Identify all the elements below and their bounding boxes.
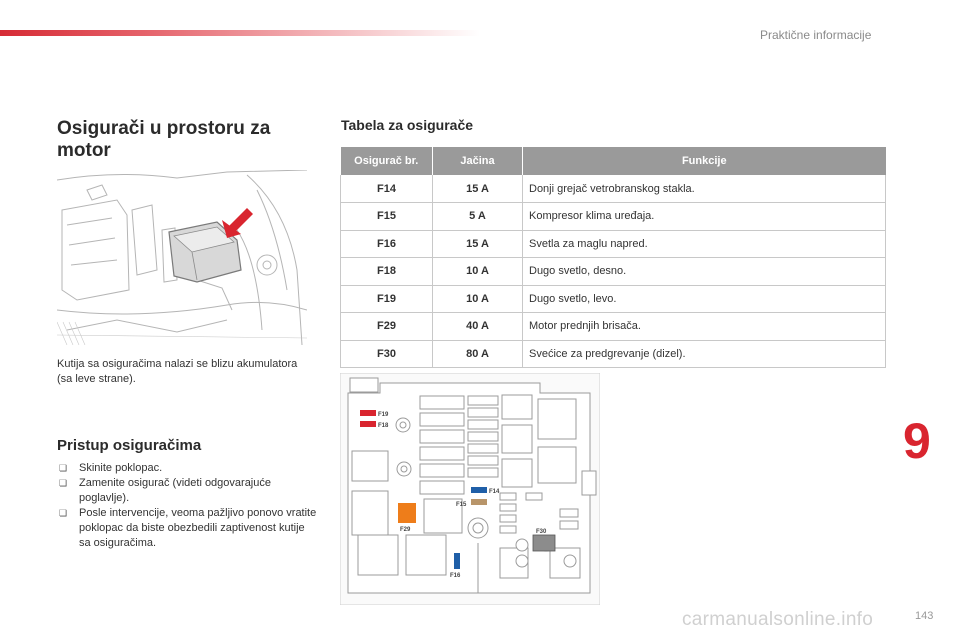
engine-bay-illustration [57,170,307,345]
list-item: ❏ Zamenite osigurač (videti odgovarajuće poglavlje). [59,477,271,504]
table-row [341,340,886,368]
section-subtitle: Pristup osiguračima [57,437,202,454]
fuse-cell: F14 [341,175,433,203]
function-cell: Kompresor klima uređaja. [523,203,886,231]
fuse-cell: F15 [341,203,433,231]
svg-text:F15: F15 [456,502,467,508]
table-row [341,230,886,258]
table-row [341,203,886,231]
table-row [341,285,886,313]
rating-cell: 10 A [433,258,523,286]
function-cell: Motor prednjih brisača. [523,313,886,341]
column-header: Funkcije [523,147,886,175]
table-row [341,313,886,341]
watermark: carmanualsonline.info [682,609,874,630]
list-item: ❏ Posle intervencije, veoma pažljivo ponovo vratite poklopac da biste obezbedili zaptivenost kutije sa osiguračima. [59,507,317,549]
checkbox-bullet-icon: ❏ [59,508,68,518]
fuse-box-diagram [340,373,600,605]
header-accent-bar [0,30,480,36]
chapter-number: 9 [903,413,931,469]
function-cell: Dugo svetlo, levo. [523,285,886,313]
function-cell: Donji grejač vetrobranskog stakla. [523,175,886,203]
section-title: Praktične informacije [760,28,872,42]
steps-list [57,461,317,551]
list-item: ❏ Skinite poklopac. [59,462,163,474]
svg-text:F18: F18 [378,423,389,429]
fuse-cell: F30 [341,340,433,368]
svg-text:F30: F30 [536,529,547,535]
column-header: Osigurač br. [341,147,433,175]
svg-text:F19: F19 [378,412,389,418]
function-cell: Svetla za maglu napred. [523,230,886,258]
function-cell: Dugo svetlo, desno. [523,258,886,286]
svg-text:F14: F14 [489,489,500,495]
image-caption: Kutija sa osiguračima nalazi se blizu akumulatora (sa leve strane). [57,358,298,385]
fuse-cell: F29 [341,313,433,341]
fuse-cell: F16 [341,230,433,258]
table-row [341,175,886,203]
page-title: Osigurači u prostoru za motor [57,118,271,161]
column-header: Jačina [433,147,523,175]
fuse-cell: F18 [341,258,433,286]
rating-cell: 80 A [433,340,523,368]
svg-text:F29: F29 [400,527,411,533]
checkbox-bullet-icon: ❏ [59,478,68,488]
page-number: 143 [915,610,934,622]
rating-cell: 15 A [433,175,523,203]
svg-text:F16: F16 [450,573,461,579]
rating-cell: 15 A [433,230,523,258]
rating-cell: 10 A [433,285,523,313]
checkbox-bullet-icon: ❏ [59,463,68,473]
rating-cell: 40 A [433,313,523,341]
table-header-row [341,147,886,175]
rating-cell: 5 A [433,203,523,231]
fuse-table [340,147,886,368]
table-title: Tabela za osigurače [341,117,474,133]
table-row [341,258,886,286]
fuse-cell: F19 [341,285,433,313]
function-cell: Svećice za predgrevanje (dizel). [523,340,886,368]
